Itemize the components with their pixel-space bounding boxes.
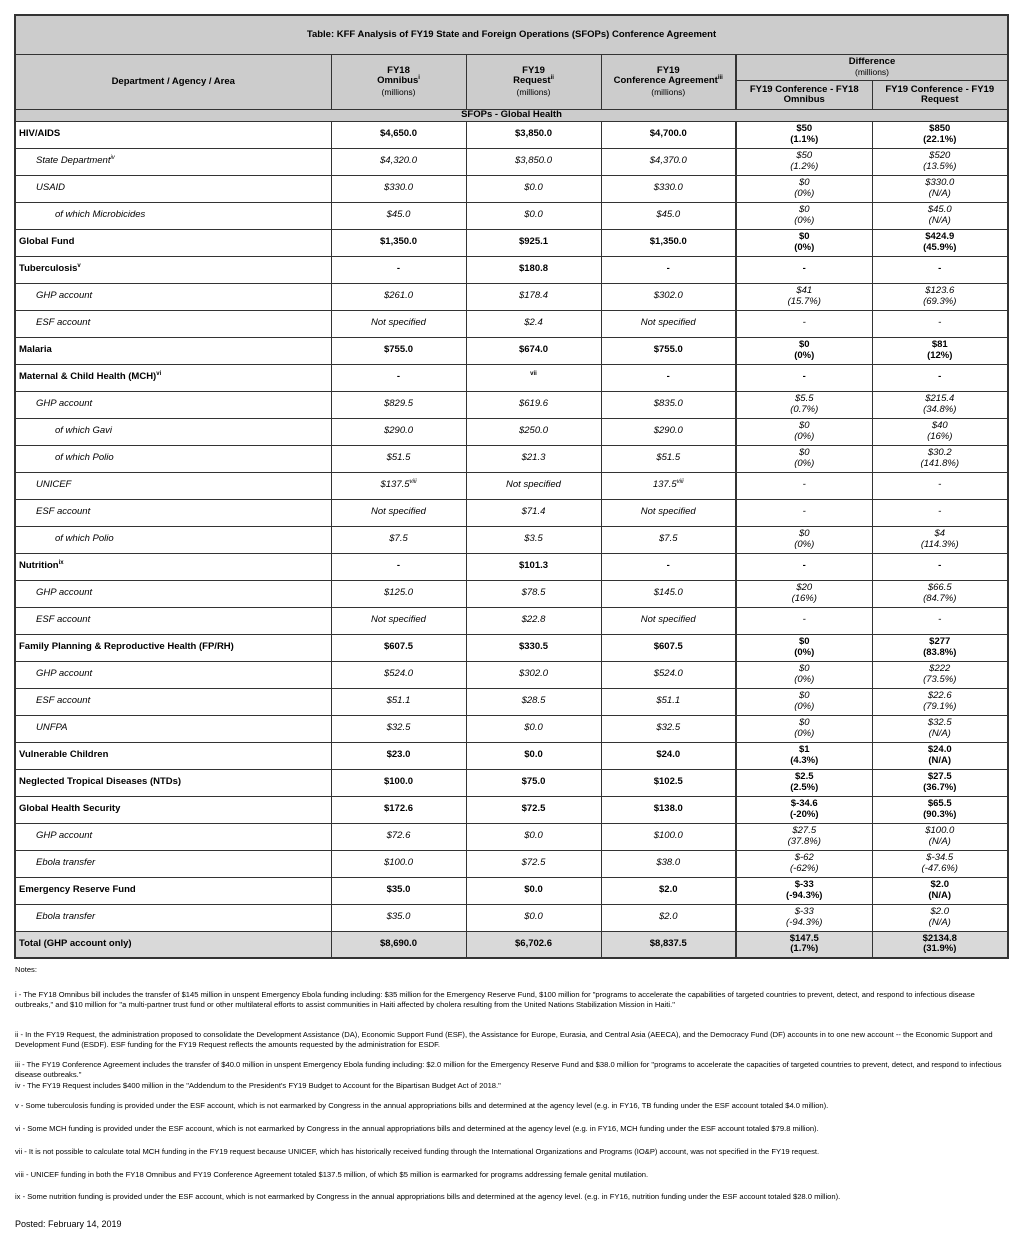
table-row bbox=[15, 580, 1008, 607]
diff-vs-omnibus: $-33 (-94.3%) bbox=[736, 877, 872, 904]
fy19-request-value: $925.1 bbox=[466, 229, 601, 256]
fy19-conference-value: $2.0 bbox=[601, 904, 736, 931]
table-row bbox=[15, 256, 1008, 283]
diff-vs-request: $27.5 (36.7%) bbox=[872, 769, 1008, 796]
table-title: Table: KFF Analysis of FY19 State and Foreign Operations (SFOPs) Conference Agreement bbox=[15, 15, 1008, 55]
fy19-request-value: $0.0 bbox=[466, 877, 601, 904]
fy18-value: $72.6 bbox=[331, 823, 466, 850]
diff-vs-request: - bbox=[872, 607, 1008, 634]
row-label: Global Fund bbox=[15, 229, 331, 256]
diff-vs-omnibus: $2.5 (2.5%) bbox=[736, 769, 872, 796]
fy18-value: $35.0 bbox=[331, 904, 466, 931]
diff-vs-omnibus: $147.5 (1.7%) bbox=[736, 931, 872, 958]
funding-table bbox=[14, 14, 1009, 959]
diff-vs-request: $65.5 (90.3%) bbox=[872, 796, 1008, 823]
diff-vs-request: - bbox=[872, 472, 1008, 499]
row-label: Tuberculosis$^v$ bbox=[15, 256, 331, 283]
fy18-value: Not specified bbox=[331, 607, 466, 634]
row-label: of which Gavi bbox=[15, 418, 331, 445]
diff-vs-omnibus: $0 (0%) bbox=[736, 661, 872, 688]
header-fy19-conference: FY19 Conference Agreement$^{iii}$ (millions) bbox=[601, 55, 736, 110]
fy18-value: $51.5 bbox=[331, 445, 466, 472]
fy19-conference-value: $290.0 bbox=[601, 418, 736, 445]
fy19-request-value: $619.6 bbox=[466, 391, 601, 418]
fy19-conference-value: $835.0 bbox=[601, 391, 736, 418]
diff-vs-request: $100.0 (N/A) bbox=[872, 823, 1008, 850]
fy19-request-value: $3.5 bbox=[466, 526, 601, 553]
table-row bbox=[15, 499, 1008, 526]
fy18-value: $23.0 bbox=[331, 742, 466, 769]
diff-vs-omnibus: - bbox=[736, 256, 872, 283]
table-row bbox=[15, 634, 1008, 661]
fy18-value: $51.1 bbox=[331, 688, 466, 715]
fy19-conference-value: $51.5 bbox=[601, 445, 736, 472]
fy18-value: $125.0 bbox=[331, 580, 466, 607]
table-row bbox=[15, 769, 1008, 796]
fy19-conference-value: $100.0 bbox=[601, 823, 736, 850]
fy19-conference-value: $8,837.5 bbox=[601, 931, 736, 958]
row-label: Ebola transfer bbox=[15, 904, 331, 931]
fy18-value: $4,650.0 bbox=[331, 121, 466, 148]
fy19-request-value: $180.8 bbox=[466, 256, 601, 283]
diff-vs-request: $222 (73.5%) bbox=[872, 661, 1008, 688]
fy18-value: - bbox=[331, 364, 466, 391]
diff-vs-request: $4 (114.3%) bbox=[872, 526, 1008, 553]
row-label: UNFPA bbox=[15, 715, 331, 742]
row-label: of which Polio bbox=[15, 526, 331, 553]
table-row bbox=[15, 337, 1008, 364]
row-label: USAID bbox=[15, 175, 331, 202]
table-row bbox=[15, 742, 1008, 769]
fy19-conference-value: $38.0 bbox=[601, 850, 736, 877]
fy19-request-value: $178.4 bbox=[466, 283, 601, 310]
fy19-request-value: $0.0 bbox=[466, 742, 601, 769]
note-item: viii - UNICEF funding in both the FY18 Omnibus and FY19 Conference Agreement totaled $137.5 million, of which $5 million is earmarked for programs addressing female genital mutilation. bbox=[15, 1170, 649, 1179]
table-row bbox=[15, 607, 1008, 634]
fy18-value: Not specified bbox=[331, 499, 466, 526]
row-label: State Department$^{iv}$ bbox=[15, 148, 331, 175]
diff-vs-request: $123.6 (69.3%) bbox=[872, 283, 1008, 310]
table-row bbox=[15, 661, 1008, 688]
table-row bbox=[15, 688, 1008, 715]
note-item: vii - It is not possible to calculate total MCH funding in the FY19 request because UNICEF, which has historically received funding through the International Organizations and Programs (IO&P) account, was not specified in the FY19 request. bbox=[15, 1147, 820, 1156]
header-difference: Difference (millions) bbox=[736, 55, 1008, 81]
fy19-conference-value: $32.5 bbox=[601, 715, 736, 742]
fy19-conference-value: $51.1 bbox=[601, 688, 736, 715]
row-label: GHP account bbox=[15, 580, 331, 607]
table-row bbox=[15, 175, 1008, 202]
diff-vs-omnibus: - bbox=[736, 607, 872, 634]
fy18-value: Not specified bbox=[331, 310, 466, 337]
row-label: of which Microbicides bbox=[15, 202, 331, 229]
table-row bbox=[15, 202, 1008, 229]
fy18-value: - bbox=[331, 256, 466, 283]
diff-vs-request: $22.6 (79.1%) bbox=[872, 688, 1008, 715]
diff-vs-omnibus: $0 (0%) bbox=[736, 175, 872, 202]
diff-vs-request: $30.2 (141.8%) bbox=[872, 445, 1008, 472]
fy19-request-value: $6,702.6 bbox=[466, 931, 601, 958]
table-row bbox=[15, 472, 1008, 499]
row-label: Family Planning & Reproductive Health (FP/RH) bbox=[15, 634, 331, 661]
fy18-value: - bbox=[331, 553, 466, 580]
header-diff-conf-request: FY19 Conference - FY19 Request bbox=[872, 81, 1008, 110]
section-heading: SFOPs - Global Health bbox=[15, 110, 1008, 122]
diff-vs-omnibus: $0 (0%) bbox=[736, 715, 872, 742]
table-row bbox=[15, 283, 1008, 310]
diff-vs-omnibus: $41 (15.7%) bbox=[736, 283, 872, 310]
fy19-request-value: $330.5 bbox=[466, 634, 601, 661]
fy19-conference-value: $330.0 bbox=[601, 175, 736, 202]
table-row bbox=[15, 121, 1008, 148]
fy19-request-value: $0.0 bbox=[466, 904, 601, 931]
header-fy18-omnibus: FY18 Omnibus$^i$ (millions) bbox=[331, 55, 466, 110]
fy19-conference-value: Not specified bbox=[601, 607, 736, 634]
row-label: Nutrition$^{ix}$ bbox=[15, 553, 331, 580]
diff-vs-omnibus: - bbox=[736, 553, 872, 580]
fy19-request-value: $75.0 bbox=[466, 769, 601, 796]
fy19-request-value: $0.0 bbox=[466, 202, 601, 229]
fy19-conference-value: $138.0 bbox=[601, 796, 736, 823]
diff-vs-omnibus: $0 (0%) bbox=[736, 337, 872, 364]
fy18-value: $330.0 bbox=[331, 175, 466, 202]
fy19-conference-value: - bbox=[601, 553, 736, 580]
row-label: Neglected Tropical Diseases (NTDs) bbox=[15, 769, 331, 796]
diff-vs-request: - bbox=[872, 364, 1008, 391]
diff-vs-omnibus: $0 (0%) bbox=[736, 418, 872, 445]
row-label: GHP account bbox=[15, 661, 331, 688]
fy19-request-value: $0.0 bbox=[466, 175, 601, 202]
fy19-conference-value: $4,370.0 bbox=[601, 148, 736, 175]
fy19-conference-value: Not specified bbox=[601, 310, 736, 337]
fy19-request-value: $72.5 bbox=[466, 796, 601, 823]
notes-heading: Notes: bbox=[15, 965, 37, 974]
table-container bbox=[14, 14, 1007, 959]
diff-vs-request: - bbox=[872, 310, 1008, 337]
fy19-conference-value: $2.0 bbox=[601, 877, 736, 904]
diff-vs-omnibus: $0 (0%) bbox=[736, 688, 872, 715]
table-row bbox=[15, 364, 1008, 391]
row-label: GHP account bbox=[15, 823, 331, 850]
fy19-conference-value: $607.5 bbox=[601, 634, 736, 661]
table-row bbox=[15, 850, 1008, 877]
fy18-value: $100.0 bbox=[331, 850, 466, 877]
row-label: Emergency Reserve Fund bbox=[15, 877, 331, 904]
fy18-value: $755.0 bbox=[331, 337, 466, 364]
table-row bbox=[15, 904, 1008, 931]
fy19-conference-value: - bbox=[601, 256, 736, 283]
fy19-request-value: Not specified bbox=[466, 472, 601, 499]
fy18-value: $4,320.0 bbox=[331, 148, 466, 175]
row-label: UNICEF bbox=[15, 472, 331, 499]
fy18-value: $829.5 bbox=[331, 391, 466, 418]
fy18-value: $7.5 bbox=[331, 526, 466, 553]
row-label: HIV/AIDS bbox=[15, 121, 331, 148]
diff-vs-omnibus: $0 (0%) bbox=[736, 445, 872, 472]
fy19-request-value: $78.5 bbox=[466, 580, 601, 607]
diff-vs-omnibus: $0 (0%) bbox=[736, 229, 872, 256]
fy18-value: $1,350.0 bbox=[331, 229, 466, 256]
diff-vs-request: $45.0 (N/A) bbox=[872, 202, 1008, 229]
fy19-request-value: $28.5 bbox=[466, 688, 601, 715]
table-row bbox=[15, 418, 1008, 445]
row-label: Global Health Security bbox=[15, 796, 331, 823]
fy19-conference-value: $7.5 bbox=[601, 526, 736, 553]
fy18-value: $524.0 bbox=[331, 661, 466, 688]
fy18-value: $172.6 bbox=[331, 796, 466, 823]
fy19-request-value: $71.4 bbox=[466, 499, 601, 526]
diff-vs-request: $2134.8 (31.9%) bbox=[872, 931, 1008, 958]
diff-vs-omnibus: $50 (1.2%) bbox=[736, 148, 872, 175]
note-item: iv - The FY19 Request includes $400 million in the "Addendum to the President's FY19 Budget to Account for the Bipartisan Budget Act of 2018." bbox=[15, 1081, 501, 1090]
header-fy19-request: FY19 Request$^{ii}$ (millions) bbox=[466, 55, 601, 110]
fy18-value: $290.0 bbox=[331, 418, 466, 445]
diff-vs-request: $40 (16%) bbox=[872, 418, 1008, 445]
fy19-request-value: $22.8 bbox=[466, 607, 601, 634]
header-department: Department / Agency / Area bbox=[15, 55, 331, 110]
diff-vs-request: $277 (83.8%) bbox=[872, 634, 1008, 661]
fy19-conference-value: $145.0 bbox=[601, 580, 736, 607]
fy19-request-value: $0.0 bbox=[466, 715, 601, 742]
table-row bbox=[15, 553, 1008, 580]
table-row bbox=[15, 148, 1008, 175]
table-row bbox=[15, 877, 1008, 904]
fy19-request-value: $72.5 bbox=[466, 850, 601, 877]
diff-vs-omnibus: - bbox=[736, 472, 872, 499]
table-row bbox=[15, 931, 1008, 958]
fy19-conference-value: Not specified bbox=[601, 499, 736, 526]
diff-vs-request: $81 (12%) bbox=[872, 337, 1008, 364]
diff-vs-request: - bbox=[872, 256, 1008, 283]
fy18-value: $100.0 bbox=[331, 769, 466, 796]
table-row bbox=[15, 229, 1008, 256]
diff-vs-omnibus: $50 (1.1%) bbox=[736, 121, 872, 148]
fy19-request-value: $21.3 bbox=[466, 445, 601, 472]
fy19-conference-value: $1,350.0 bbox=[601, 229, 736, 256]
note-item: ix - Some nutrition funding is provided under the ESF account, which is not earmarked by Congress in the annual appropriations bills and determined at the agency level. (e.g. in FY16, nutrition funding under the ESF account totaled $28.0 million). bbox=[15, 1192, 841, 1201]
fy19-conference-value: $524.0 bbox=[601, 661, 736, 688]
fy19-conference-value: - bbox=[601, 364, 736, 391]
diff-vs-omnibus: $0 (0%) bbox=[736, 526, 872, 553]
fy19-conference-value: $4,700.0 bbox=[601, 121, 736, 148]
table-row bbox=[15, 391, 1008, 418]
row-label: ESF account bbox=[15, 310, 331, 337]
diff-vs-omnibus: $5.5 (0.7%) bbox=[736, 391, 872, 418]
fy19-request-value: vii bbox=[466, 364, 601, 391]
diff-vs-request: $2.0 (N/A) bbox=[872, 877, 1008, 904]
diff-vs-request: $520 (13.5%) bbox=[872, 148, 1008, 175]
row-label: Maternal & Child Health (MCH)$^{vi}$ bbox=[15, 364, 331, 391]
fy18-value: $137.5$^{viii}$ bbox=[331, 472, 466, 499]
table-row bbox=[15, 445, 1008, 472]
fy18-value: $8,690.0 bbox=[331, 931, 466, 958]
diff-vs-request: $32.5 (N/A) bbox=[872, 715, 1008, 742]
row-label: GHP account bbox=[15, 283, 331, 310]
row-label: ESF account bbox=[15, 499, 331, 526]
table-row bbox=[15, 715, 1008, 742]
note-item: ii - In the FY19 Request, the administration proposed to consolidate the Development Assistance (DA), Economic Support Fund (ESF), the Assistance for Europe, Eurasia, and Central Asia (AEECA), and the Democracy Fund (DF) accounts in to one new account -- the Economic Support and Development Fund (ESDF). ESF funding for the FY19 Request reflects the amounts requested by the administration for ESDF. bbox=[15, 1030, 993, 1049]
diff-vs-omnibus: $0 (0%) bbox=[736, 634, 872, 661]
diff-vs-omnibus: - bbox=[736, 499, 872, 526]
diff-vs-omnibus: - bbox=[736, 364, 872, 391]
diff-vs-request: $850 (22.1%) bbox=[872, 121, 1008, 148]
fy19-request-value: $2.4 bbox=[466, 310, 601, 337]
posted-date: Posted: February 14, 2019 bbox=[15, 1219, 122, 1229]
row-label: Ebola transfer bbox=[15, 850, 331, 877]
diff-vs-omnibus: $-34.6 (-20%) bbox=[736, 796, 872, 823]
fy18-value: $35.0 bbox=[331, 877, 466, 904]
fy19-conference-value: $102.5 bbox=[601, 769, 736, 796]
row-label: ESF account bbox=[15, 688, 331, 715]
fy19-conference-value: $45.0 bbox=[601, 202, 736, 229]
fy19-conference-value: $755.0 bbox=[601, 337, 736, 364]
fy19-request-value: $101.3 bbox=[466, 553, 601, 580]
fy19-conference-value: 137.5$^{viii}$ bbox=[601, 472, 736, 499]
fy19-request-value: $250.0 bbox=[466, 418, 601, 445]
fy19-conference-value: $302.0 bbox=[601, 283, 736, 310]
row-label: Total (GHP account only) bbox=[15, 931, 331, 958]
note-item: i - The FY18 Omnibus bill includes the transfer of $145 million in unspent Emergency Ebola funding including: $35 million for the Emergency Reserve Fund, $100 million for "programs to accelerate the capabilities of targeted countries to prevent, detect, and respond to infectious disease outbreaks," and $10 million for "a multi-partner trust fund or other multilateral efforts to assist communities in Haiti affected by cholera resulting from the United Nations Stabilization Mission in Haiti." bbox=[15, 990, 975, 1009]
table-row bbox=[15, 796, 1008, 823]
diff-vs-omnibus: $27.5 (37.8%) bbox=[736, 823, 872, 850]
table-row bbox=[15, 310, 1008, 337]
diff-vs-omnibus: $1 (4.3%) bbox=[736, 742, 872, 769]
diff-vs-request: $215.4 (34.8%) bbox=[872, 391, 1008, 418]
table-row bbox=[15, 526, 1008, 553]
note-item: iii - The FY19 Conference Agreement includes the transfer of $40.0 million in unspent Emergency Ebola funding including: $2.0 million for the Emergency Reserve Fund and $38.0 million for "programs to accelerate the capacities of targeted countries to prevent, detect, and respond to infectious disease outbreaks." bbox=[15, 1060, 1002, 1079]
diff-vs-request: $66.5 (84.7%) bbox=[872, 580, 1008, 607]
fy18-value: $45.0 bbox=[331, 202, 466, 229]
diff-vs-omnibus: $0 (0%) bbox=[736, 202, 872, 229]
note-item: v - Some tuberculosis funding is provided under the ESF account, which is not earmarked by Congress in the annual appropriations bills and determined at the agency level (e.g. in FY16, TB funding under the ESF account totaled $4.0 million). bbox=[15, 1101, 829, 1110]
fy18-value: $607.5 bbox=[331, 634, 466, 661]
row-label: of which Polio bbox=[15, 445, 331, 472]
fy18-value: $32.5 bbox=[331, 715, 466, 742]
fy19-request-value: $3,850.0 bbox=[466, 148, 601, 175]
diff-vs-request: $330.0 (N/A) bbox=[872, 175, 1008, 202]
header-diff-conf-omnibus: FY19 Conference - FY18 Omnibus bbox=[736, 81, 872, 110]
row-label: ESF account bbox=[15, 607, 331, 634]
diff-vs-omnibus: $-33 (-94.3%) bbox=[736, 904, 872, 931]
diff-vs-request: $2.0 (N/A) bbox=[872, 904, 1008, 931]
diff-vs-request: $24.0 (N/A) bbox=[872, 742, 1008, 769]
diff-vs-request: - bbox=[872, 499, 1008, 526]
fy19-request-value: $3,850.0 bbox=[466, 121, 601, 148]
diff-vs-request: $424.9 (45.9%) bbox=[872, 229, 1008, 256]
fy18-value: $261.0 bbox=[331, 283, 466, 310]
fy19-request-value: $0.0 bbox=[466, 823, 601, 850]
row-label: GHP account bbox=[15, 391, 331, 418]
fy19-request-value: $674.0 bbox=[466, 337, 601, 364]
note-item: vi - Some MCH funding is provided under the ESF account, which is not earmarked by Congress in the annual appropriations bills and determined at the agency level (e.g. in FY16, MCH funding under the ESF account totaled $79.8 million). bbox=[15, 1124, 819, 1133]
diff-vs-omnibus: - bbox=[736, 310, 872, 337]
diff-vs-request: - bbox=[872, 553, 1008, 580]
fy19-conference-value: $24.0 bbox=[601, 742, 736, 769]
diff-vs-request: $-34.5 (-47.6%) bbox=[872, 850, 1008, 877]
fy19-request-value: $302.0 bbox=[466, 661, 601, 688]
diff-vs-omnibus: $20 (16%) bbox=[736, 580, 872, 607]
row-label: Vulnerable Children bbox=[15, 742, 331, 769]
row-label: Malaria bbox=[15, 337, 331, 364]
table-row bbox=[15, 823, 1008, 850]
diff-vs-omnibus: $-62 (-62%) bbox=[736, 850, 872, 877]
